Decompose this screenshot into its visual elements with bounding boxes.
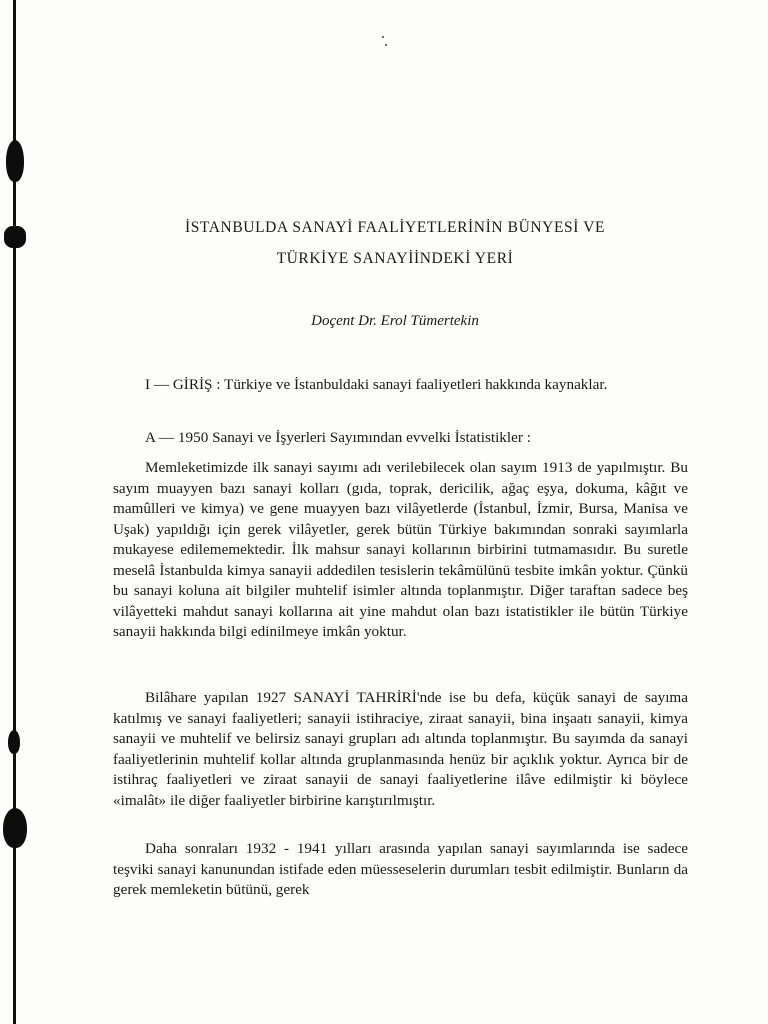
binding-mark <box>6 140 24 182</box>
paragraph-1913-census: Memleketimizde ilk sanayi sayımı adı verilebilecek olan sayım 1913 de yapılmıştır. Bu sayım muayyen bazı sanayi kolları (gıda, toprak, dericilik, ağaç eşya, dokuma, kâğıt ve mamûlleri ve kimya) ve gene muayyen bazı vilâyetlerde (İstanbul, İzmir, Bursa, Manisa ve Uşak) yapıldığı için gerek vilâyetler, gerek bütün Türkiye bakımından sonraki sayımlarla mukayese edilememektedir. İlk mahsur sanayi kollarının birbirini tutmamasıdır. Bu suretle meselâ İstanbulda kimya sanayii addedilen tesislerin tekâmülünü tesbite imkân yoktur. Çünkü bu sanayi koluna ait bilgiler muhtelif isimler altında toplanmıştır. Diğer taraftan sadece beş vilâyetteki mahdut sanayi kollarına ait yine mahdut olan bazı istatistikler ile bütün Türkiye sanayii hakkında bilgi edinilmeye imkân yoktur. <box>113 459 688 640</box>
paragraph-introduction: I — GİRİŞ : Türkiye ve İstanbuldaki sanayi faaliyetleri hakkında kaynaklar. <box>145 376 608 393</box>
section-heading-a: A — 1950 Sanayi ve İşyerleri Sayımından evvelki İstatistikler : <box>145 429 531 446</box>
binding-mark <box>8 730 20 754</box>
author-name: Doçent Dr. Erol Tümertekin <box>311 313 479 329</box>
document-title-line-2: TÜRKİYE SANAYİİNDEKİ YERİ <box>276 250 514 267</box>
document-title-line-1: İSTANBULDA SANAYİ FAALİYETLERİNİN BÜNYESİ VE <box>184 219 606 236</box>
binding-mark <box>3 808 27 848</box>
binding-mark <box>4 226 26 248</box>
paragraph-1927-census: Bilâhare yapılan 1927 SANAYİ TAHRİRİ'nde ise bu defa, küçük sanayi de sayıma katılmış ve sanayi faaliyetleri; sanayii istihraciye, ziraat sanayii, bina inşaatı sanayii, kimya sanayii ve muhtelif ve belirsiz sanayi grupları adı altında toplanmıştır. Bu sayımda da sanayi faaliyetlerinin muhtelif kollar altında gruplanmasında henüz bir açıklık yoktur. Ayrıca bir de istihraç faaliyetleri ve ziraat sanayii de sanayi faaliyetlerine ilâve edilmiştir ki böylece «imalât» ile diğer faaliyetler birbirine karıştırılmıştır. <box>113 689 688 809</box>
scan-speck <box>385 44 387 46</box>
paragraph-1932-1941-census: Daha sonraları 1932 - 1941 yılları arasında yapılan sanayi sayımlarında ise sadece teşviki sanayi kanunundan istifade eden müesseselerin durumları tesbit edilmiştir. Bunların da gerek memleketin bütünü, gerek <box>113 840 688 898</box>
scan-speck <box>382 36 384 38</box>
